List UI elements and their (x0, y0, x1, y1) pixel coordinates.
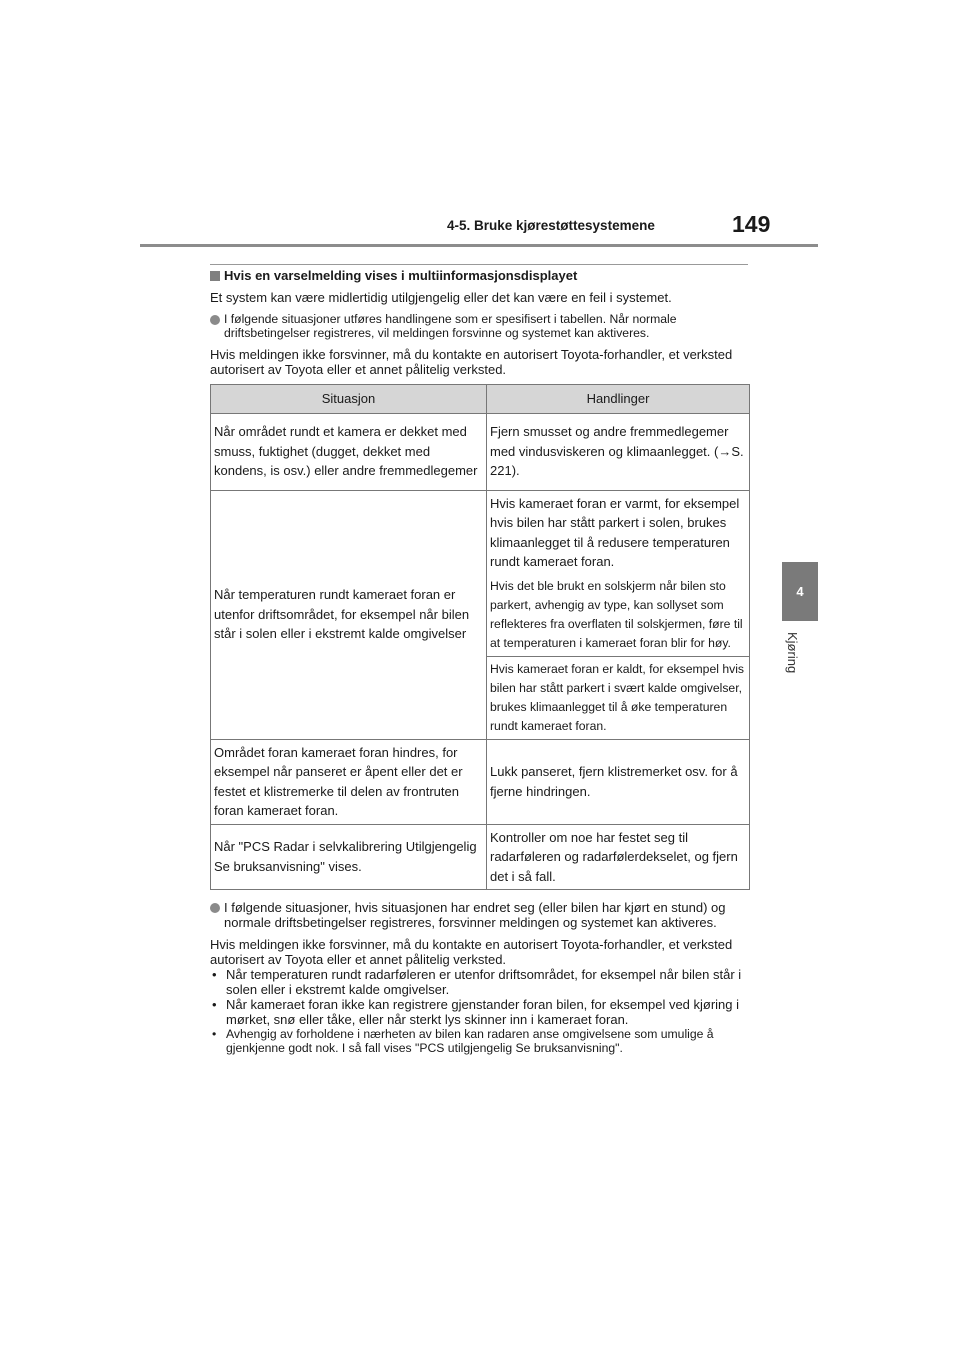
action-cell: Hvis kameraet foran er kaldt, for eksempel hvis bilen har stått parkert i svært kalde omgivelser, brukes klimaanlegget til å øke temperaturen rundt kameraet foran. (487, 656, 750, 739)
situation-cell: Når "PCS Radar i selvkalibrering Utilgjengelig Se bruksanvisning" vises. (211, 824, 487, 890)
list-item-text: Avhengig av forholdene i nærheten av bilen kan radaren anse omgivelsene som umulige å gjenkjenne godt nok. I så fall vises "PCS utilgjengelig Se bruksanvisning". (226, 1027, 714, 1055)
circle-bullet-icon (210, 315, 220, 325)
bullet-text: I følgende situasjoner utføres handlingene som er spesifisert i tabellen. Når normale driftsbetingelser registreres, vil meldingen forsvinne og systemet kan aktiveres. (224, 312, 677, 340)
situation-cell: Området foran kameraet foran hindres, for eksempel når panseret er åpent eller det er festet et klistremerke til delen av frontruten foran kameraet foran. (211, 739, 487, 824)
intro-paragraph: Et system kan være midlertidig utilgjengelig eller det kan være en feil i systemet. (210, 290, 672, 305)
square-bullet-icon (210, 271, 220, 281)
bullet-item (210, 312, 750, 340)
list-item (210, 967, 750, 997)
list-marker: • (212, 997, 217, 1012)
chapter-number: 4 (796, 584, 804, 599)
situation-cell: Når temperaturen rundt kameraet foran er utenfor driftsområdet, for eksempel når bilen står i solen eller i ekstremt kalde omgivelser (211, 490, 487, 739)
contact-paragraph: Hvis meldingen ikke forsvinner, må du kontakte en autorisert Toyota-forhandler, et verksted autorisert av Toyota eller et annet pålitelig verksted. (210, 347, 733, 377)
list-marker: • (212, 1027, 217, 1041)
section-heading: 4-5. Bruke kjørestøttesystemene (447, 218, 655, 233)
condition-list (210, 967, 750, 1055)
table-header-actions: Handlinger (487, 385, 750, 414)
action-cell: Fjern smusset og andre fremmedlegemer med vindusviskeren og klimaanlegget. (→S. 221). (487, 413, 750, 490)
action-cell: Kontroller om noe har festet seg til radarføleren og radarfølerdekselet, og fjern det i så fall. (487, 824, 750, 890)
list-item (210, 997, 750, 1027)
action-cell: Lukk panseret, fjern klistremerket osv. for å fjerne hindringen. (487, 739, 750, 824)
subheading (210, 268, 750, 283)
bullet-item (210, 900, 750, 930)
action-note: Hvis det ble brukt en solskjerm når bilen sto parkert, avhengig av type, kan sollyset som reflekteres fra overflaten til solskjermen, føre til at temperaturen i kameraet foran blir for høy. (490, 578, 743, 650)
bullet-text: I følgende situasjoner, hvis situasjonen har endret seg (eller bilen har kjørt en stund) og normale driftsbetingelser registreres, forsvinner meldingen og systemet kan aktiveres. (224, 900, 726, 930)
warning-table (210, 384, 750, 890)
situation-cell: Når området rundt et kamera er dekket med smuss, fuktighet (dugget, dekket med kondens, is osv.) eller andre fremmedlegemer (211, 413, 487, 490)
content-top-rule (210, 264, 748, 265)
table-row (211, 413, 750, 490)
page-number: 149 (732, 211, 771, 237)
main-content (210, 268, 750, 1055)
action-cell (487, 490, 750, 656)
table-row (211, 490, 750, 656)
list-item (210, 1027, 750, 1055)
action-text: Hvis kameraet foran er varmt, for eksempel hvis bilen har stått parkert i solen, brukes klimaanlegget til å redusere temperaturen rundt kameraet foran. (490, 495, 740, 569)
chapter-label-wrapper (778, 632, 822, 692)
chapter-tab (782, 562, 818, 621)
list-item-text: Når kameraet foran ikke kan registrere gjenstander foran bilen, for eksempel ved kjøring i mørket, snø eller tåke, eller når sterkt lys skinner inn i kameraet foran. (226, 997, 740, 1027)
table-header-situation: Situasjon (211, 385, 487, 414)
chapter-label: Kjøring (785, 632, 800, 674)
list-item-text: Når temperaturen rundt radarføleren er utenfor driftsområdet, for eksempel når bilen står i solen eller i ekstremt kalde omgivelser. (226, 967, 742, 997)
header-rule (140, 244, 818, 247)
list-marker: • (212, 967, 217, 982)
contact-paragraph: Hvis meldingen ikke forsvinner, må du kontakte en autorisert Toyota-forhandler, et verksted autorisert av Toyota eller et annet pålitelig verksted. (210, 937, 733, 967)
table-row (211, 739, 750, 824)
table-header-row (211, 385, 750, 414)
subheading-text: Hvis en varselmelding vises i multiinformasjonsdisplayet (224, 268, 578, 283)
circle-bullet-icon (210, 903, 220, 913)
table-row (211, 824, 750, 890)
